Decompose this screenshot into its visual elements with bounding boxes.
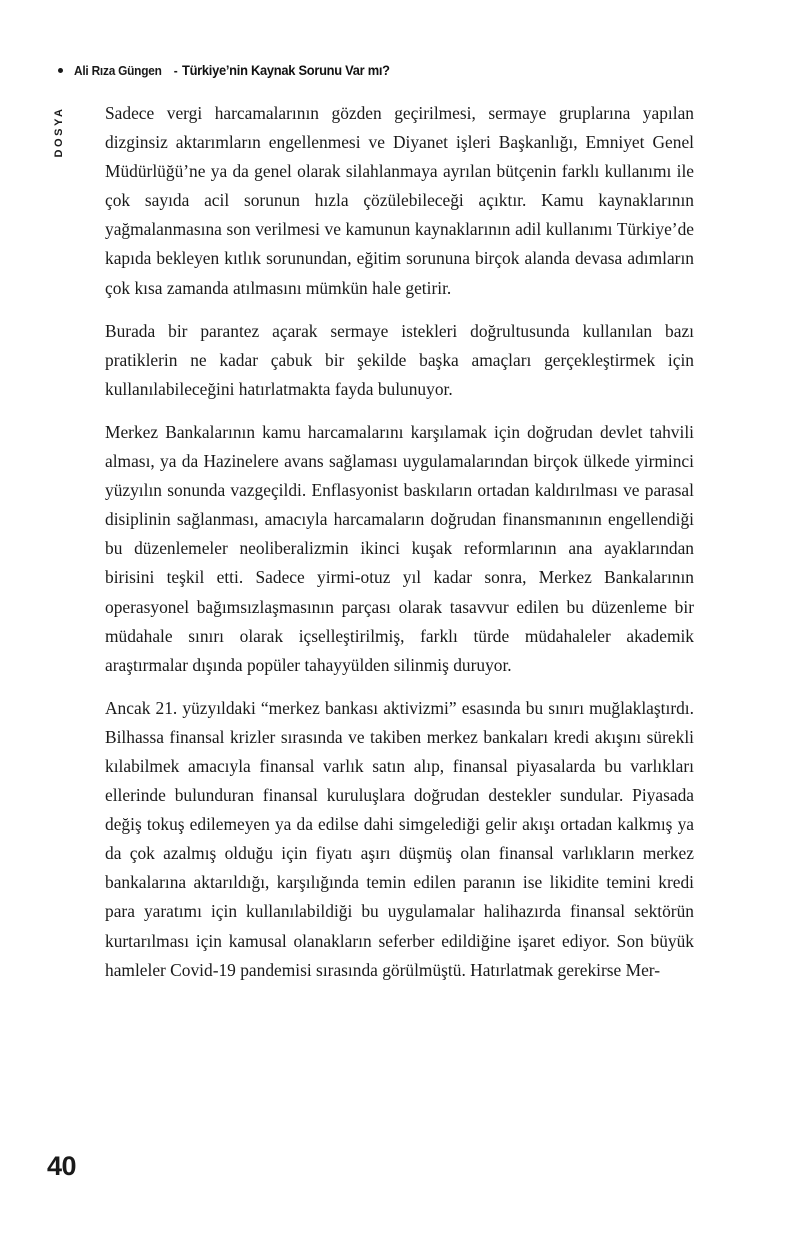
body-paragraph: Burada bir parantez açarak sermaye istekleri doğrultusunda kullanılan bazı pratiklerin ne kadar çabuk bir şekilde başka amaçları gerçekleştirmek için kullanılabileceğini hatırlatmakta fayda bulunuyor. bbox=[105, 320, 694, 399]
bullet-icon bbox=[58, 68, 63, 73]
body-paragraph: Sadece vergi harcamalarının gözden geçirilmesi, sermaye gruplarına yapılan dizginsiz aktarımların engellenmesi ve Diyanet işleri Başkanlığı, Emniyet Genel Müdürlüğü’ne ya da genel olarak silahlanmaya ayrılan bütçenin farklı kullanımı ile çok sayıda acil sorunun hızla çözülebileceği açıktır. Kamu kaynaklarının yağmalanmasına son verilmesi ve kamunun kaynaklarının adil kullanımı Türkiye’de kapıda bekleyen kıtlık sorunundan, eğitim sorununa birçok alanda devasa adımların çok kısa zamanda atılmasını mümkün hale getirir. bbox=[105, 103, 694, 298]
body-text-column bbox=[105, 99, 694, 985]
section-marker-label: DOSYA bbox=[53, 106, 65, 158]
header-separator: - bbox=[174, 62, 179, 78]
page-number: 40 bbox=[47, 1151, 77, 1181]
running-header bbox=[58, 62, 408, 78]
body-paragraph: Ancak 21. yüzyıldaki “merkez bankası aktivizmi” esasında bu sınırı muğlaklaştırdı. Bilhassa finansal krizler sırasında ve takiben merkez bankaları kredi akışını sürekli kılabilmek amacıyla finansal varlık satın alıp, finansal piyasalarda bu varlıkları ellerinde bulunduran finansal kuruluşlara doğrudan destekler sundular. Piyasada değiş tokuş edilemeyen ya da edilse dahi simgelediği gelir akışı ortadan kalkmış ya da çok azalmış olduğu için fiyatı aşırı düşmüş olan finansal varlıkların merkez bankalarına aktarıldığı, karşılığında temin edilen paranın ise likidite temini kredi para yaratımı için kullanılabildiği bu uygulamalar halihazırda finansal sektörün kurtarılması için kamusal olanakların seferber edildiğine işaret ediyor. Son büyük hamleler Covid-19 pandemisi sırasında görülmüştü. Hatırlatmak gerekirse Mer- bbox=[105, 697, 694, 980]
header-article-title: Türkiye’nin Kaynak Sorunu Var mı? bbox=[181, 62, 390, 78]
header-author-name: Ali Rıza Güngen bbox=[74, 62, 162, 78]
section-marker bbox=[46, 93, 72, 171]
body-paragraph: Merkez Bankalarının kamu harcamalarını karşılamak için doğrudan devlet tahvili alması, ya da Hazinelere avans sağlaması uygulamalarından birçok ülkede yirminci yüzyılın sonunda vazgeçildi. Enflasyonist baskıların ortadan kaldırılması ve parasal disiplinin sağlanması, amacıyla harcamaların doğrudan finansmanının engellendiği bu düzenlemeler neoliberalizmin ikinci kuşak reformlarının ana ayaklarından birisini teşkil etti. Sadece yirmi-otuz yıl kadar sonra, Merkez Bankalarının operasyonel bağımsızlaşmasının parçası olarak tasavvur edilen bu düzenleme bir müdahale sınırı olarak içselleştirilmiş, farklı türde müdahaleler akademik araştırmalar dışında popüler tahayyülden silinmiş duruyor. bbox=[105, 421, 694, 675]
